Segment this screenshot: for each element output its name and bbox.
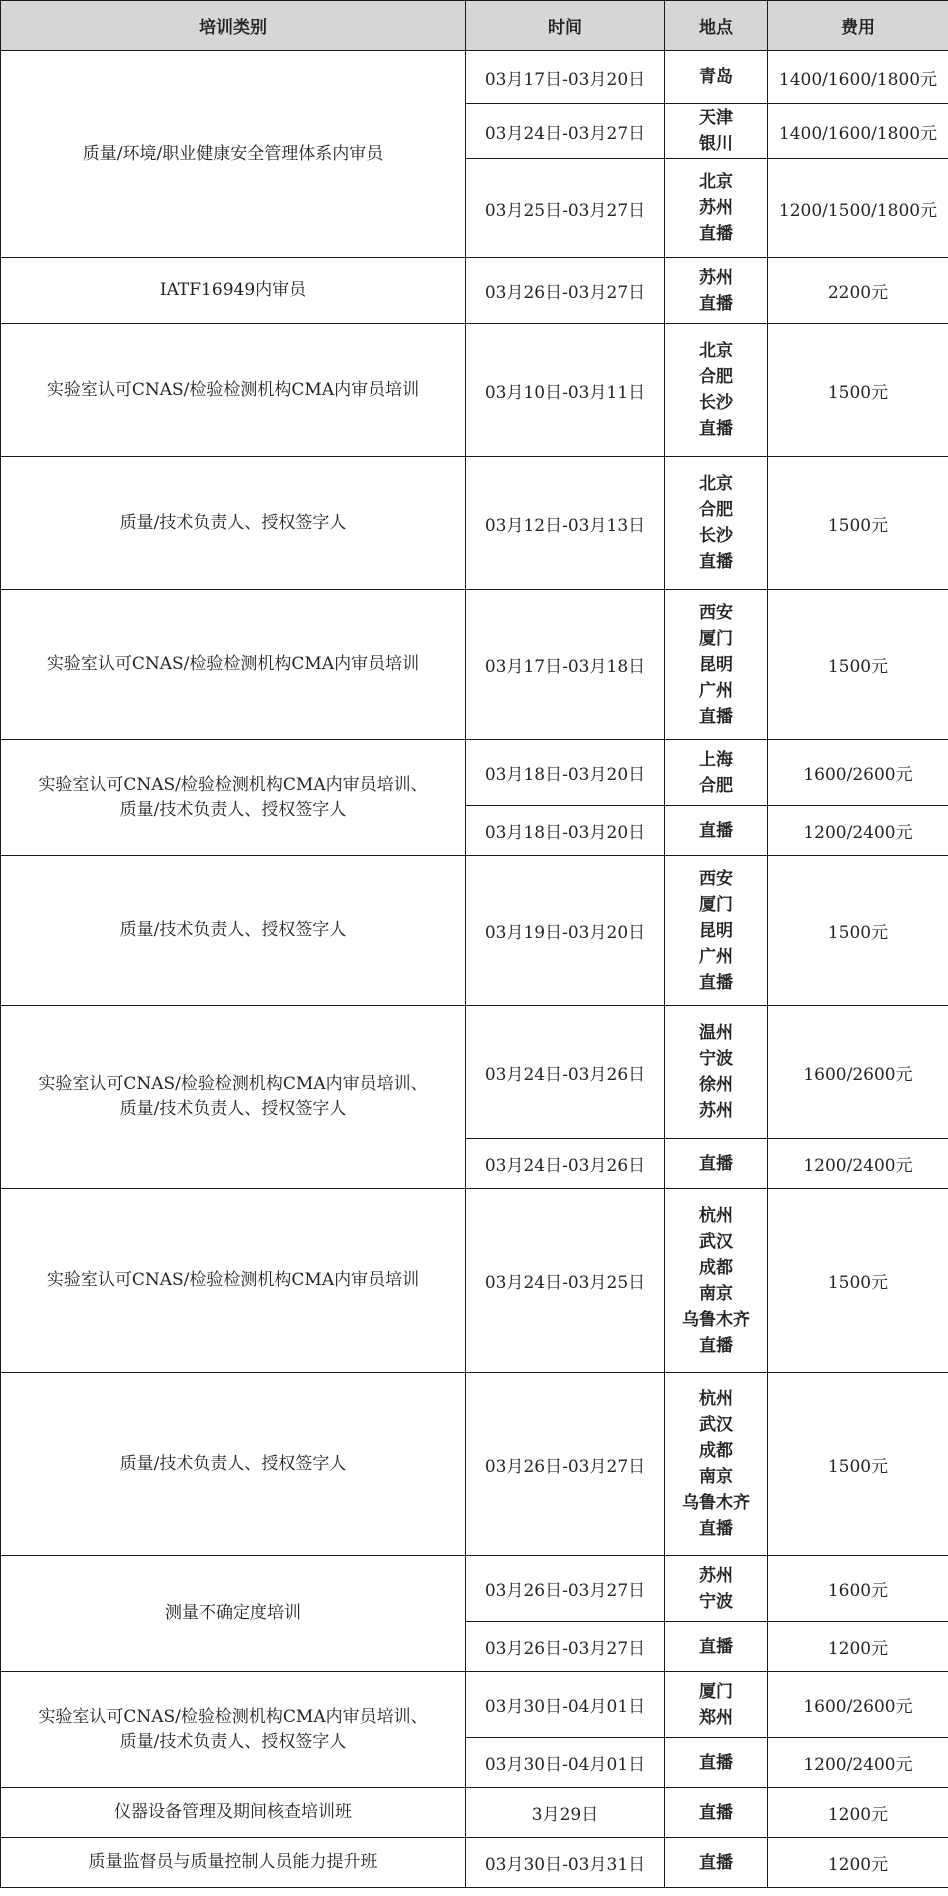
table-row (1, 1788, 948, 1838)
place-cell: 苏州 宁波 (665, 1556, 768, 1622)
category-cell: 实验室认可CNAS/检验检测机构CMA内审员培训、 质量/技术负责人、授权签字人 (1, 1672, 466, 1788)
time-cell: 03月30日-03月31日 (466, 1838, 665, 1888)
table-row (1, 51, 948, 104)
place-cell: 苏州 直播 (665, 258, 768, 324)
category-cell: 实验室认可CNAS/检验检测机构CMA内审员培训、 质量/技术负责人、授权签字人 (1, 1006, 466, 1189)
fee-cell: 1500元 (768, 1189, 948, 1373)
table-row (1, 740, 948, 806)
fee-cell: 1200/2400元 (768, 1139, 948, 1189)
table-row (1, 1006, 948, 1139)
table-row (1, 1838, 948, 1888)
category-cell: 仪器设备管理及期间核查培训班 (1, 1788, 466, 1838)
place-cell: 直播 (665, 1622, 768, 1672)
category-cell: 质量监督员与质量控制人员能力提升班 (1, 1838, 466, 1888)
fee-cell: 1600/2600元 (768, 1672, 948, 1738)
fee-cell: 1500元 (768, 590, 948, 740)
fee-cell: 1200元 (768, 1838, 948, 1888)
time-cell: 03月18日-03月20日 (466, 740, 665, 806)
place-cell: 北京 苏州 直播 (665, 159, 768, 258)
fee-cell: 2200元 (768, 258, 948, 324)
time-cell: 03月10日-03月11日 (466, 324, 665, 457)
table-row (1, 258, 948, 324)
category-cell: 质量/技术负责人、授权签字人 (1, 457, 466, 590)
place-cell: 直播 (665, 1788, 768, 1838)
time-cell: 03月26日-03月27日 (466, 1622, 665, 1672)
time-cell: 03月26日-03月27日 (466, 1556, 665, 1622)
table-row (1, 856, 948, 1006)
place-cell: 温州 宁波 徐州 苏州 (665, 1006, 768, 1139)
place-cell: 西安 厦门 昆明 广州 直播 (665, 590, 768, 740)
place-cell: 杭州 武汉 成都 南京 乌鲁木齐 直播 (665, 1189, 768, 1373)
time-cell: 03月24日-03月26日 (466, 1006, 665, 1139)
table-row (1, 1189, 948, 1373)
category-cell: 测量不确定度培训 (1, 1556, 466, 1672)
fee-cell: 1500元 (768, 856, 948, 1006)
fee-cell: 1400/1600/1800元 (768, 104, 948, 159)
category-cell: 质量/技术负责人、授权签字人 (1, 856, 466, 1006)
fee-cell: 1600/2600元 (768, 740, 948, 806)
header-time: 时间 (466, 1, 665, 51)
fee-cell: 1500元 (768, 324, 948, 457)
category-cell: 实验室认可CNAS/检验检测机构CMA内审员培训 (1, 324, 466, 457)
category-cell: 质量/环境/职业健康安全管理体系内审员 (1, 51, 466, 258)
time-cell: 3月29日 (466, 1788, 665, 1838)
table-row (1, 457, 948, 590)
fee-cell: 1400/1600/1800元 (768, 51, 948, 104)
time-cell: 03月30日-04月01日 (466, 1738, 665, 1788)
place-cell: 青岛 (665, 51, 768, 104)
place-cell: 北京 合肥 长沙 直播 (665, 457, 768, 590)
place-cell: 直播 (665, 1139, 768, 1189)
place-cell: 直播 (665, 806, 768, 856)
time-cell: 03月26日-03月27日 (466, 258, 665, 324)
place-cell: 天津 银川 (665, 104, 768, 159)
fee-cell: 1200/1500/1800元 (768, 159, 948, 258)
time-cell: 03月24日-03月27日 (466, 104, 665, 159)
time-cell: 03月17日-03月18日 (466, 590, 665, 740)
category-cell: 实验室认可CNAS/检验检测机构CMA内审员培训 (1, 1189, 466, 1373)
table-row (1, 1373, 948, 1556)
header-fee: 费用 (768, 1, 948, 51)
time-cell: 03月30日-04月01日 (466, 1672, 665, 1738)
time-cell: 03月18日-03月20日 (466, 806, 665, 856)
category-cell: IATF16949内审员 (1, 258, 466, 324)
header-place: 地点 (665, 1, 768, 51)
fee-cell: 1200/2400元 (768, 1738, 948, 1788)
time-cell: 03月17日-03月20日 (466, 51, 665, 104)
table-row (1, 1556, 948, 1622)
place-cell: 上海 合肥 (665, 740, 768, 806)
header-row (1, 1, 948, 51)
time-cell: 03月24日-03月26日 (466, 1139, 665, 1189)
time-cell: 03月19日-03月20日 (466, 856, 665, 1006)
time-cell: 03月26日-03月27日 (466, 1373, 665, 1556)
place-cell: 杭州 武汉 成都 南京 乌鲁木齐 直播 (665, 1373, 768, 1556)
place-cell: 厦门 郑州 (665, 1672, 768, 1738)
header-category: 培训类别 (1, 1, 466, 51)
place-cell: 西安 厦门 昆明 广州 直播 (665, 856, 768, 1006)
fee-cell: 1600元 (768, 1556, 948, 1622)
category-cell: 实验室认可CNAS/检验检测机构CMA内审员培训、 质量/技术负责人、授权签字人 (1, 740, 466, 856)
table-row (1, 324, 948, 457)
fee-cell: 1200/2400元 (768, 806, 948, 856)
time-cell: 03月25日-03月27日 (466, 159, 665, 258)
fee-cell: 1500元 (768, 1373, 948, 1556)
time-cell: 03月12日-03月13日 (466, 457, 665, 590)
category-cell: 质量/技术负责人、授权签字人 (1, 1373, 466, 1556)
time-cell: 03月24日-03月25日 (466, 1189, 665, 1373)
fee-cell: 1200元 (768, 1788, 948, 1838)
fee-cell: 1600/2600元 (768, 1006, 948, 1139)
fee-cell: 1200元 (768, 1622, 948, 1672)
table-row (1, 1672, 948, 1738)
category-cell: 实验室认可CNAS/检验检测机构CMA内审员培训 (1, 590, 466, 740)
place-cell: 直播 (665, 1838, 768, 1888)
table-row (1, 590, 948, 740)
place-cell: 北京 合肥 长沙 直播 (665, 324, 768, 457)
fee-cell: 1500元 (768, 457, 948, 590)
place-cell: 直播 (665, 1738, 768, 1788)
